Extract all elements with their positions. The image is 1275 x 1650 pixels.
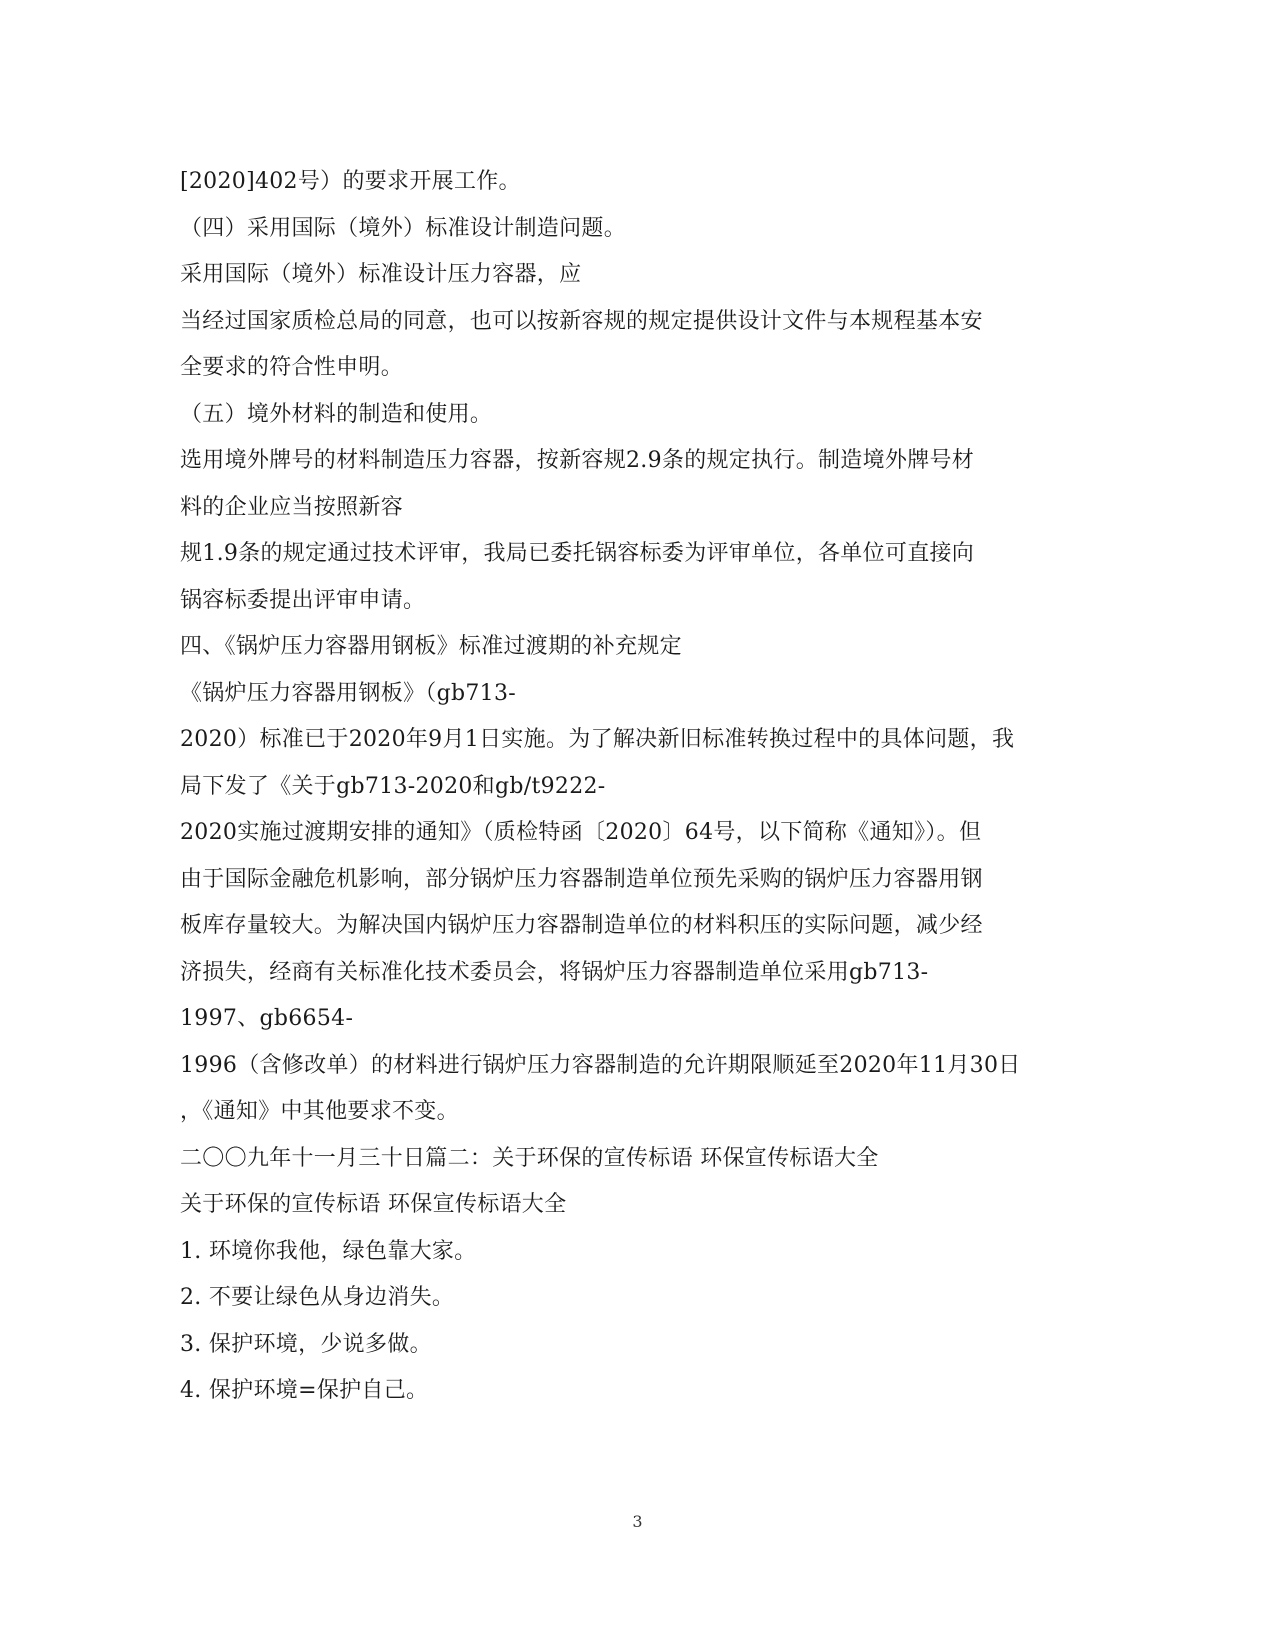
text-line: 规1.9条的规定通过技术评审，我局已委托锅容标委为评审单位，各单位可直接向 [180, 541, 975, 566]
text-line: ，《通知》中其他要求不变。 [180, 1099, 459, 1124]
list-item: 3. 保护环境，少说多做。 [180, 1331, 432, 1357]
list-item: 2. 不要让绿色从身边消失。 [180, 1285, 455, 1310]
body-text [180, 159, 1080, 1415]
text-line: 板库存量较大。为解决国内锅炉压力容器制造单位的材料积压的实际问题，减少经 [180, 913, 983, 938]
text-line: 1996（含修改单）的材料进行锅炉压力容器制造的允许期限顺延至2020年11月30日 [180, 1052, 1021, 1078]
text-line: 济损失，经商有关标准化技术委员会，将锅炉压力容器制造单位采用gb713- [180, 959, 929, 985]
list-item: 4. 保护环境=保护自己。 [180, 1378, 429, 1403]
text-line: [2020]402号）的要求开展工作。 [180, 169, 521, 194]
text-line: （五）境外材料的制造和使用。 [180, 401, 493, 427]
list-item: 1. 环境你我他，绿色靠大家。 [180, 1238, 477, 1264]
text-line: 当经过国家质检总局的同意，也可以按新容规的规定提供设计文件与本规程基本安 [180, 308, 983, 334]
text-line: 1997、gb6654- [180, 1006, 354, 1031]
text-line: 《锅炉压力容器用钢板》（gb713- [180, 680, 516, 706]
text-line: 料的企业应当按照新容 [180, 494, 404, 520]
page-number: 3 [632, 1512, 643, 1531]
text-line: 锅容标委提出评审申请。 [180, 587, 426, 613]
text-line: 由于国际金融危机影响，部分锅炉压力容器制造单位预先采购的锅炉压力容器用钢 [180, 866, 983, 892]
text-line: 全要求的符合性申明。 [180, 355, 404, 380]
text-line: 2020实施过渡期安排的通知》（质检特函〔2020〕64号，以下简称《通知》）。但 [180, 820, 982, 845]
text-line: 选用境外牌号的材料制造压力容器，按新容规2.9条的规定执行。制造境外牌号材 [180, 448, 975, 473]
text-line: 关于环保的宣传标语 环保宣传标语大全 [180, 1192, 567, 1217]
text-line: 采用国际（境外）标准设计压力容器，应 [180, 262, 582, 287]
text-line: 2020）标准已于2020年9月1日实施。为了解决新旧标准转换过程中的具体问题，我 [180, 727, 1015, 752]
section-heading: 四、《锅炉压力容器用钢板》标准过渡期的补充规定 [180, 634, 682, 659]
text-line: 二〇〇九年十一月三十日篇二：关于环保的宣传标语 环保宣传标语大全 [180, 1145, 879, 1171]
text-line: （四）采用国际（境外）标准设计制造问题。 [180, 215, 627, 241]
text-line: 局下发了《关于gb713-2020和gb/t9222- [180, 773, 606, 799]
